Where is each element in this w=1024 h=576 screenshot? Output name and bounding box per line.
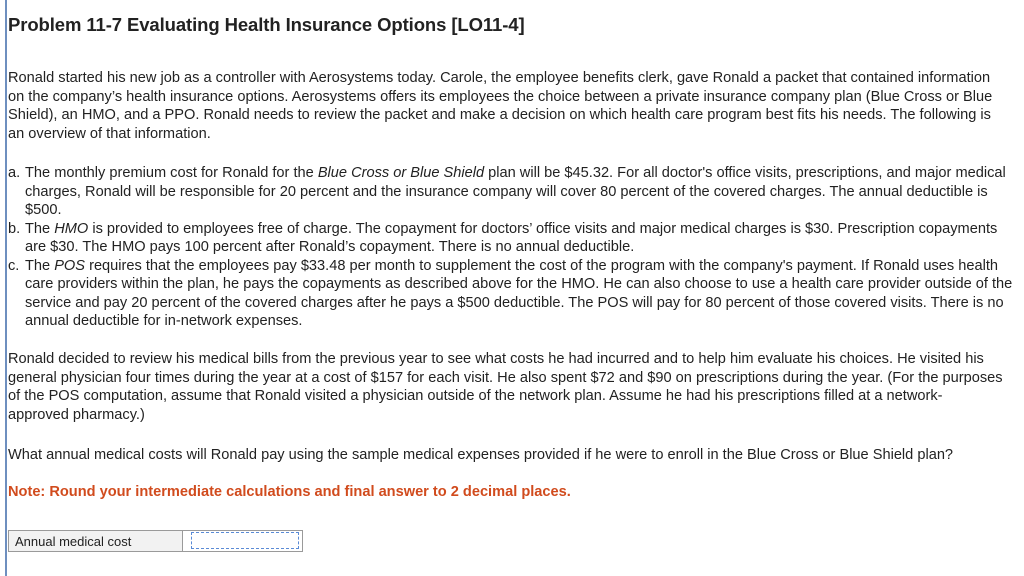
answer-row	[9, 531, 303, 552]
annual-medical-cost-label: Annual medical cost	[9, 531, 183, 552]
option-item-c	[8, 257, 1013, 331]
plan-options-list	[8, 164, 1013, 331]
option-text-post: requires that the employees pay $33.48 per month to supplement the cost of the program with the company's payment. If Ronald uses health care providers within the plan, he pays the copayments as described above for the HMO. He can also choose to use a health care provider outside of the service and pay 20 percent of the covered charges after he pays a $500 deductible. The POS will pay for 80 percent of those covered visits. There is no annual deductible for in-network expenses.	[25, 257, 1013, 329]
intro-paragraph: Ronald started his new job as a controller with Aerosystems today. Carole, the employee benefits clerk, gave Ronald a packet that contained information on the company’s health insurance options. Aerosystems offers its employees the choice between a private insurance company plan (Blue Cross or Blue Shield), an HMO, and a PPO. Ronald needs to review the packet and make a decision on which health care program best fits his needs. The following is an overview of that information.	[8, 70, 993, 142]
left-border-rule	[5, 0, 7, 576]
rounding-note: Note: Round your intermediate calculations and final answer to 2 decimal places.	[8, 484, 571, 500]
option-marker: b.	[8, 220, 21, 237]
option-plan-name: Blue Cross or Blue Shield	[317, 165, 485, 181]
option-text-pre: The	[25, 257, 55, 274]
option-text-post: plan will be $45.32. For all doctor's office visits, prescriptions, and major medical charges, Ronald will be responsible for 20 percent and the insurance company will cover 80 percent of the covered charges. The annual deductible is $500.	[25, 165, 1006, 218]
option-text-pre: The	[25, 220, 55, 237]
annual-medical-cost-input[interactable]	[191, 532, 299, 549]
option-text-post: is provided to employees free of charge. The copayment for doctors’ office visits and major medical charges is $30. Prescription copayments are $30. The HMO pays 100 percent after Ronald’s copayment. There is no annual deductible.	[25, 220, 998, 255]
option-item-a	[8, 164, 1013, 220]
option-text-pre: The monthly premium cost for Ronald for the	[25, 165, 318, 181]
option-marker: c.	[8, 257, 20, 274]
option-plan-name: POS	[54, 257, 86, 274]
answer-table	[8, 530, 303, 552]
question-text: What annual medical costs will Ronald pay using the sample medical expenses provided if he were to enroll in the Blue Cross or Blue Shield plan?	[8, 447, 954, 463]
answer-cell	[183, 531, 303, 552]
problem-title: Problem 11-7 Evaluating Health Insurance Options [LO11-4]	[8, 14, 525, 35]
option-marker: a.	[8, 165, 21, 181]
option-plan-name: HMO	[54, 220, 89, 237]
option-item-b	[8, 220, 1013, 257]
scenario-paragraph: Ronald decided to review his medical bills from the previous year to see what costs he had incurred and to help him evaluate his choices. He visited his general physician four times during the year at a cost of $157 for each visit. He also spent $72 and $90 on prescriptions during the year. (For the purposes of the POS computation, assume that Ronald visited a physician outside of the network plan. Assume he had his prescriptions filled at a network-approved pharmacy.)	[8, 351, 1003, 423]
